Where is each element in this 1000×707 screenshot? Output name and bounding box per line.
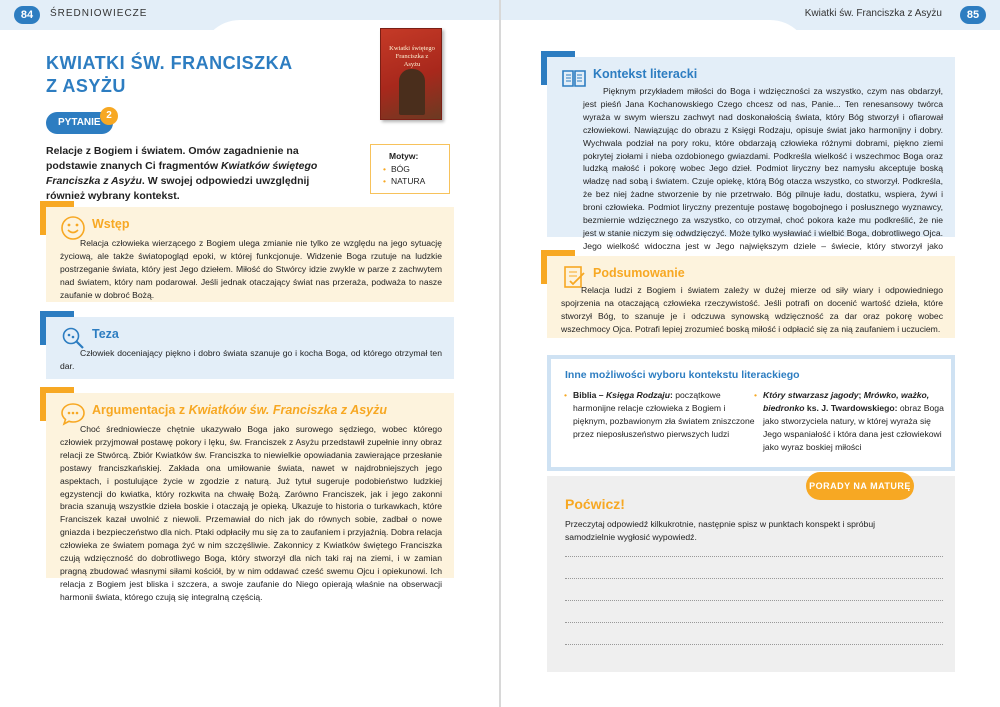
question-text: Relacje z Bogiem i światem. Omów zagadnienie na podstawie znanych Ci fragmentów Kwiatków świętego Franciszka z Asyżu. W swojej odpowiedzi uwzględnij również wybrany kontekst.: [46, 145, 318, 202]
motif-box: [370, 144, 450, 194]
section-heading: Podsumowanie: [593, 266, 685, 280]
book-cover-title: Kwiatki świętego Franciszka z Asyżu: [389, 45, 435, 68]
answer-line[interactable]: [565, 578, 943, 579]
section-heading: Teza: [92, 327, 119, 341]
other-context-item: • Biblia – Księga Rodzaju: początkowe harmonijne relacje człowieka z Bogiem i pięknym, pozbawionym zła światem zniszczone przez nieposłuszeństwo pierwszych ludzi: [564, 390, 755, 439]
motif-heading: Motyw:: [389, 151, 419, 161]
answer-line[interactable]: [565, 644, 943, 645]
right-page: [501, 0, 1000, 707]
section-heading: Kontekst literacki: [593, 67, 698, 81]
intro-section: [46, 207, 454, 302]
answer-line[interactable]: [565, 622, 943, 623]
section-text: Choć średniowiecze chętnie ukazywało Boga jako surowego sędziego, wobec którego człowiek przyjmował postawę pokory i lęku, św. Franciszek z Asyżu przedstawił zupełnie inny obraz relacji ze Stwórcą. Zbiór Kwiatków św. Franciszka to niewielkie opowiadania zawierające przesłanie postawy franciszkańskiej. Zakłada ona umiłowanie świata, nawet w najdrobniejszych jego aspektach, i postulujące życie w zgodzie z naturą. Już tytuł sugeruje podobieństwo ludzkiej egzystencji do kwiatka, który rozkwita na chwałę Bożą. Zarówno Franciszek, jak i jego zakonni bracia szanują wszystkie dzieła boskie i otaczają je opieką. Ukazuje to historia o turkawkach, które Franciszek kazał uwolnić z niewoli. Przemawiał do nich jak do równych sobie, zadbał o nowe gniazda i bezpieczeństwo dla nich. Ptaki odpłaciły mu się za to zaufaniem i przyjaźnią. Dobra relacja człowieka ze światem pomaga żyć w nim szczęśliwie. Zakonnicy z Kwiatków świętego Franciszka czują wdzięczność do dobrotliwego Boga, który stworzył dla nich taki raj na ziemi, i w zamian pragną zbudować własnymi siłami kościół, by w nim oddawać cześć swemu Ojcu i opiekunowi. Ich relacja z Bogiem jest bliska i szczera, a swoje zaufanie do Niego opierają właśnie na obserwacji harmonii świata, którego czują się integralną częścią.: [60, 424, 442, 602]
motif-list: [383, 163, 449, 187]
exam-tips-badge: PORADY NA MATURĘ: [806, 472, 914, 500]
exercise-instructions: Przeczytaj odpowiedź kilkukrotnie, następnie spisz w punktach konspekt i spróbuj samodzielnie wygłosić wypowiedź.: [565, 519, 876, 542]
other-context-item: • Który stwarzasz jagody; Mrówko, ważko, biedronko ks. J. Twardowskiego: obraz Boga jako stworzyciela natury, w której wyraża się Jego wspaniałość i która dana jest człowiekowi jako wyraz boskiej miłości: [754, 390, 944, 452]
bullet-icon: •: [754, 390, 758, 400]
question-pill: PYTANIE: [46, 112, 113, 134]
page-number: 84: [14, 6, 40, 24]
question-number-badge: 2: [100, 107, 118, 125]
section-text: Relacja ludzi z Bogiem i światem zależy w dużej mierze od siły wiary i odpowiedniego spojrzenia na otaczającą człowieka rzeczywistość. Jeśli potrafi on docenić wartość dzieła, które stworzył Bóg, to szanuje je i odczuwa synowską wdzięczność za dar oraz pokorę wobec wszechmocy Ojca. Potrafi lepiej zrozumieć boską miłość i odpłacić się za nią zaufaniem i uczuciem.: [561, 285, 943, 334]
answer-line[interactable]: [565, 556, 943, 557]
page-number: 85: [960, 6, 986, 24]
motif-item: • NATURA: [383, 175, 449, 187]
bullet-icon: •: [564, 390, 568, 400]
other-contexts-box: [547, 355, 955, 471]
page-title: KWIATKI ŚW. FRANCISZKA Z ASYŻU: [46, 53, 293, 96]
exercise-heading: Poćwicz!: [565, 496, 625, 512]
exercise-box: [547, 476, 955, 672]
section-heading: Argumentacja z Kwiatków św. Franciszka z Asyżu: [92, 403, 388, 417]
book-cover-figure: [399, 69, 425, 115]
summary-section: [547, 256, 955, 338]
book-cover-image: [380, 28, 442, 120]
answer-line[interactable]: [565, 600, 943, 601]
section-text: Człowiek doceniający piękno i dobro świata szanuje go i kocha Boga, od którego otrzymał ten dar.: [60, 348, 442, 371]
other-contexts-heading: Inne możliwości wyboru kontekstu literackiego: [565, 369, 800, 381]
chapter-title: Kwiatki św. Franciszka z Asyżu: [804, 8, 942, 19]
motif-item: • BÓG: [383, 163, 449, 175]
section-heading: Wstęp: [92, 217, 130, 231]
argument-section: [46, 393, 454, 602]
section-text: Relacja człowieka wierzącego z Bogiem ulega zmianie nie tylko ze względu na jego sytuację życiową, ale także światopogląd epoki, w której funkcjonuje. Widzenie Boga rzutuje na ludzkie postrzeganie świata, który jest Jego dziełem. Miłość do Stwórcy idzie zwykle w parze z zachwytem nad światem, który nam podarował. Jeśli jednak otaczający świat nas przeraża, podważa to nasze zaufanie w dobroć Bożą.: [60, 238, 442, 300]
thesis-section: [46, 317, 454, 379]
context-section: [547, 57, 955, 251]
left-page: [0, 0, 499, 707]
chapter-title: ŚREDNIOWIECZE: [50, 8, 148, 19]
section-text: Pięknym przykładem miłości do Boga i wdzięczności za wszystko, czym nas obdarzył, jest pieśń Jana Kochanowskiego Czego chcesz od nas, Panie... Ten renesansowy twórca wyraża w swym wierszu zachwyt nad doskonałością świata, który Bóg stworzył i ofiarował człowiekowi. Nawiązując do obrazu z Księgi Rodzaju, opisuje świat jako harmonijny i dobry. Wychwala podział na pory roku, które obdarzają człowieka różnymi dobrami, piękno ziemi pokrytej ziołami i nieba ozdobionego gwiazdami. Podkreśla wielkość i wszechmoc Boga oraz ludzką małość i pokorę wobec Jego dzieł. Podmiot liryczny bez namysłu akceptuje boską władzę nad sobą i światem. Czuje opiekę, którą Bóg otacza wszystko, co stworzył. Podkreśla, że bez niej żadne stworzenie by nie przetrwało. Bóg pilnuje ładu, dostatku, wspiera, żywi i broni człowieka. Podmiot liryczny prezentuje postawę bogobojnego i posłusznego wyznawcy, bezmiernie wdzięcznego za wszystko, co otrzymał, choć pokora każe mu podkreślić, że nie jest w stanie niczym się odwdzięczyć. Może tylko wysławiać i wielbić Boga, dobrotliwego Ojca. Jego wielkość widoczna jest w Jego największym dziele – świecie, który stworzył jako: [583, 86, 943, 251]
